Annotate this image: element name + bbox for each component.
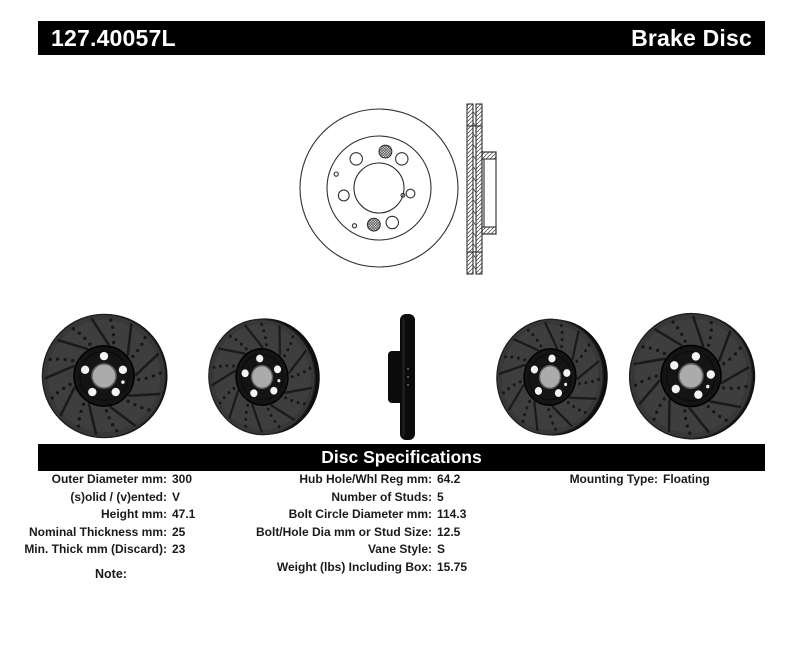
spec-label: Vane Style: — [367, 542, 432, 557]
spec-label: Nominal Thickness mm: — [28, 524, 167, 539]
spec-label: Outer Diameter mm: — [51, 472, 167, 486]
rotor-photo-angled-right — [490, 317, 610, 437]
spec-value: 64.2 — [437, 472, 461, 486]
spec-section-header-bar — [38, 444, 765, 471]
spec-value: S — [437, 542, 446, 557]
rotor-photo-front-left — [40, 312, 168, 440]
note-label: Note: — [95, 567, 127, 581]
product-type-title: Brake Disc — [631, 24, 752, 51]
spec-value: 5 — [437, 489, 444, 504]
spec-value: 12.5 — [437, 524, 461, 539]
spec-label: Hub Hole/Whl Reg mm: — [299, 472, 432, 486]
spec-label: Weight (lbs) Including Box: — [276, 559, 432, 574]
spec-label: Min. Thick mm (Discard): — [24, 542, 167, 557]
spec-label: (s)olid / (v)ented: — [70, 489, 167, 504]
header-bar — [38, 21, 765, 55]
rotor-photo-front-right — [626, 311, 756, 441]
spec-value: 23 — [172, 542, 186, 557]
spec-value: 25 — [172, 524, 186, 539]
spec-value: Floating — [663, 472, 710, 486]
spec-label: Mounting Type: — [569, 472, 658, 486]
spec-label: Bolt/Hole Dia mm or Stud Size: — [255, 524, 432, 539]
spec-label: Height mm: — [101, 507, 167, 522]
rotor-photo-angled-left — [202, 316, 322, 438]
spec-value: 300 — [172, 472, 193, 486]
part-number: 127.40057L — [51, 24, 176, 51]
spec-label: Bolt Circle Diameter mm: — [288, 507, 432, 522]
spec-value: 15.75 — [437, 559, 468, 574]
spec-value: V — [172, 489, 181, 504]
technical-drawing — [295, 98, 510, 280]
spec-value: 114.3 — [437, 507, 467, 522]
spec-label: Number of Studs: — [331, 489, 432, 504]
rotor-photo-edge-view — [383, 312, 425, 442]
spec-section-title: Disc Specifications — [321, 447, 482, 467]
spec-value: 47.1 — [172, 507, 196, 522]
